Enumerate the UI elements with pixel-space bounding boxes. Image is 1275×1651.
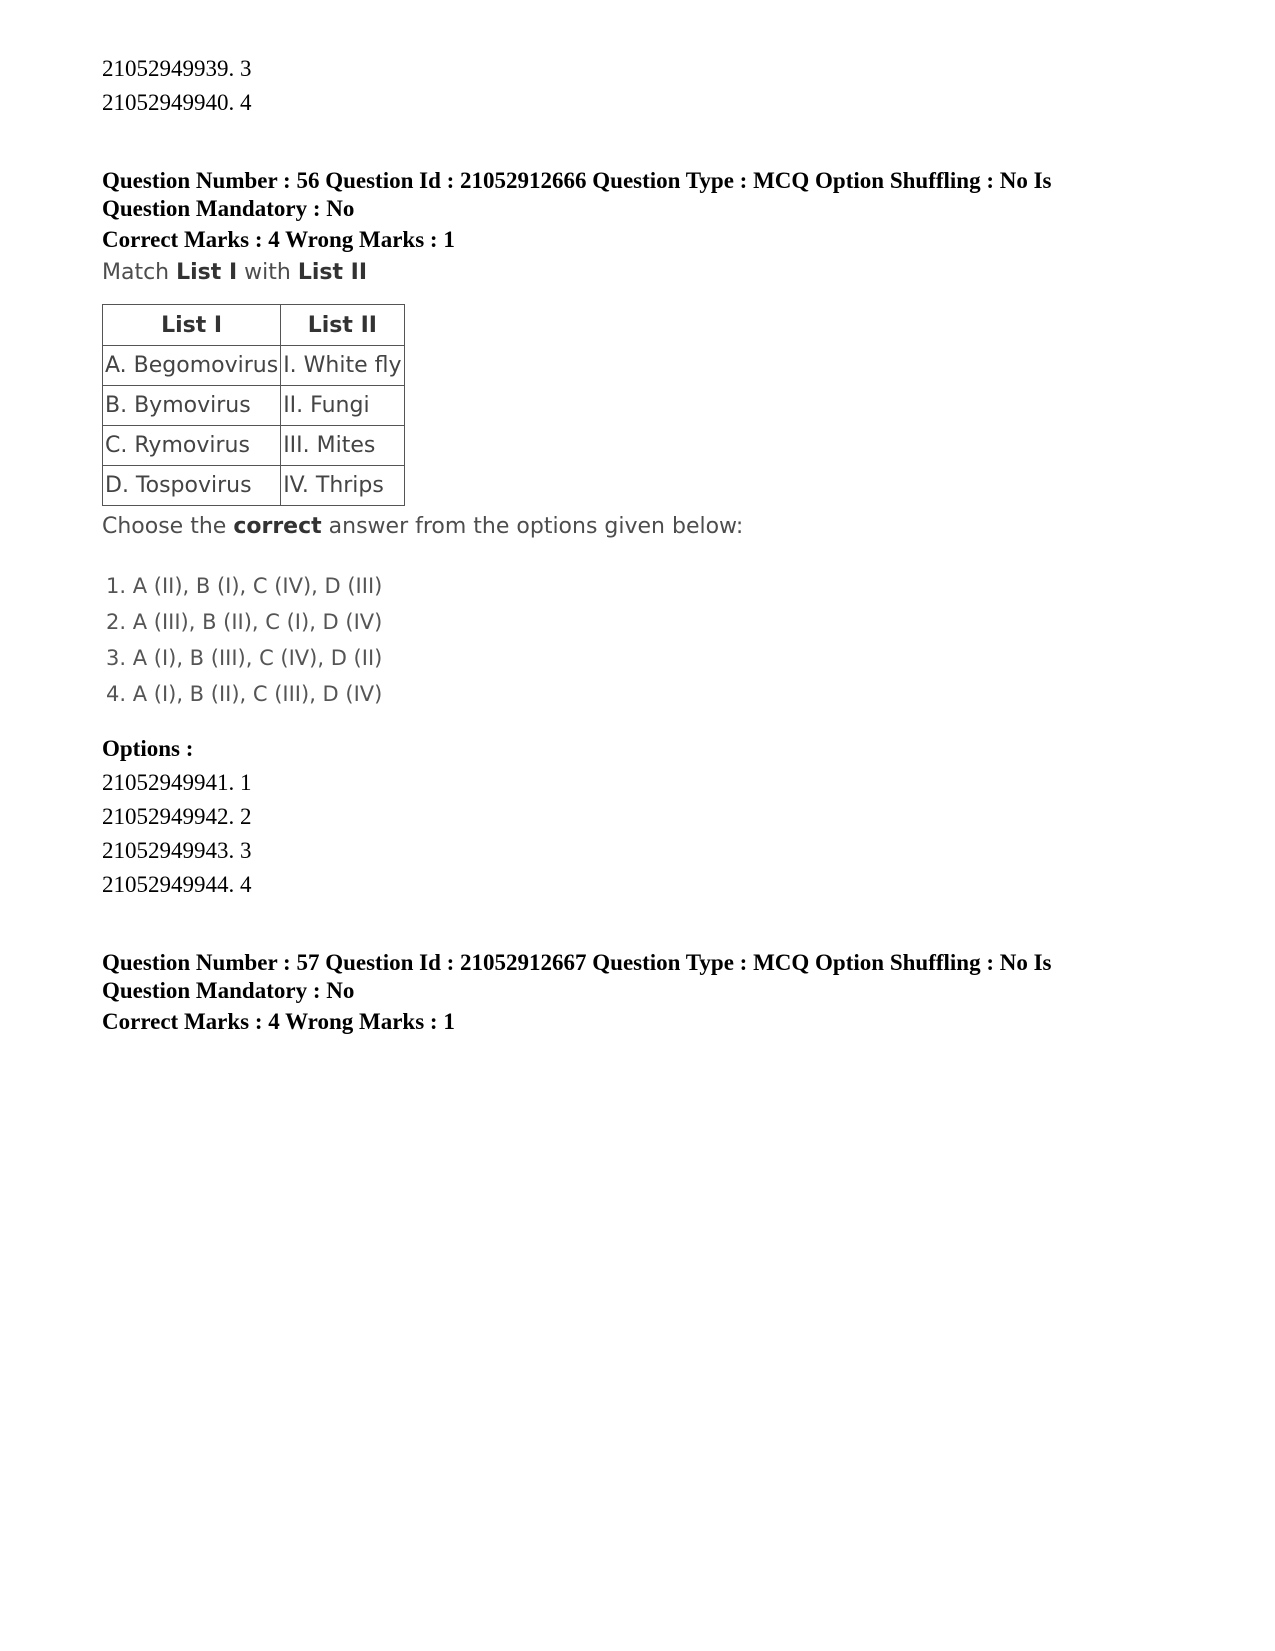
answer-choice: 3. A (I), B (III), C (IV), D (II) — [106, 646, 383, 670]
question-header-line: Question Number : 56 Question Id : 21052912666 Question Type : MCQ Option Shuffling : No Is — [102, 168, 1052, 193]
option-item: 21052949939. 3 — [102, 56, 252, 81]
table-cell: IV. Thrips — [281, 466, 404, 506]
match-instruction — [102, 258, 1182, 288]
table-row — [103, 386, 405, 426]
question-57 — [102, 949, 1182, 1036]
table-row — [103, 426, 405, 466]
question-marks: Correct Marks : 4 Wrong Marks : 1 — [102, 227, 455, 252]
answer-choice: 4. A (I), B (II), C (III), D (IV) — [106, 682, 383, 706]
answer-choice: 1. A (II), B (I), C (IV), D (III) — [106, 574, 383, 598]
option-item: 21052949944. 4 — [102, 872, 252, 897]
table-header-row — [103, 305, 405, 346]
question-header-line: Question Mandatory : No — [102, 978, 355, 1003]
match-list2-label: List II — [297, 260, 368, 285]
table-row — [103, 346, 405, 386]
table-cell: A. Begomovirus — [103, 346, 281, 386]
question-header-line: Question Number : 57 Question Id : 21052912667 Question Type : MCQ Option Shuffling : No Is — [102, 950, 1052, 975]
table-cell: III. Mites — [281, 426, 404, 466]
question-paper-page — [102, 52, 1182, 1036]
question-body — [102, 258, 1182, 712]
question-marks: Correct Marks : 4 Wrong Marks : 1 — [102, 1009, 455, 1034]
choose-instruction — [102, 512, 1182, 542]
option-item: 21052949940. 4 — [102, 90, 252, 115]
table-cell: D. Tospovirus — [103, 466, 281, 506]
match-list1-label: List I — [176, 260, 238, 285]
table-cell: C. Rymovirus — [103, 426, 281, 466]
option-item: 21052949941. 1 — [102, 770, 252, 795]
match-text: Match — [102, 260, 177, 285]
column-header: List II — [281, 305, 404, 346]
choose-emphasis: correct — [233, 514, 322, 539]
column-header: List I — [103, 305, 281, 346]
match-table — [102, 304, 405, 506]
match-text: with — [237, 260, 298, 285]
table-cell: I. White fly — [281, 346, 404, 386]
question-56 — [102, 167, 1182, 902]
option-item: 21052949942. 2 — [102, 804, 252, 829]
table-cell: II. Fungi — [281, 386, 404, 426]
table-cell: B. Bymovirus — [103, 386, 281, 426]
question-header-line: Question Mandatory : No — [102, 196, 355, 221]
table-row — [103, 466, 405, 506]
options-label: Options : — [102, 736, 194, 761]
choose-text: answer from the options given below: — [321, 514, 744, 539]
answer-choice-list — [106, 568, 1182, 712]
choose-text: Choose the — [102, 514, 234, 539]
answer-choice: 2. A (III), B (II), C (I), D (IV) — [106, 610, 383, 634]
option-item: 21052949943. 3 — [102, 838, 252, 863]
